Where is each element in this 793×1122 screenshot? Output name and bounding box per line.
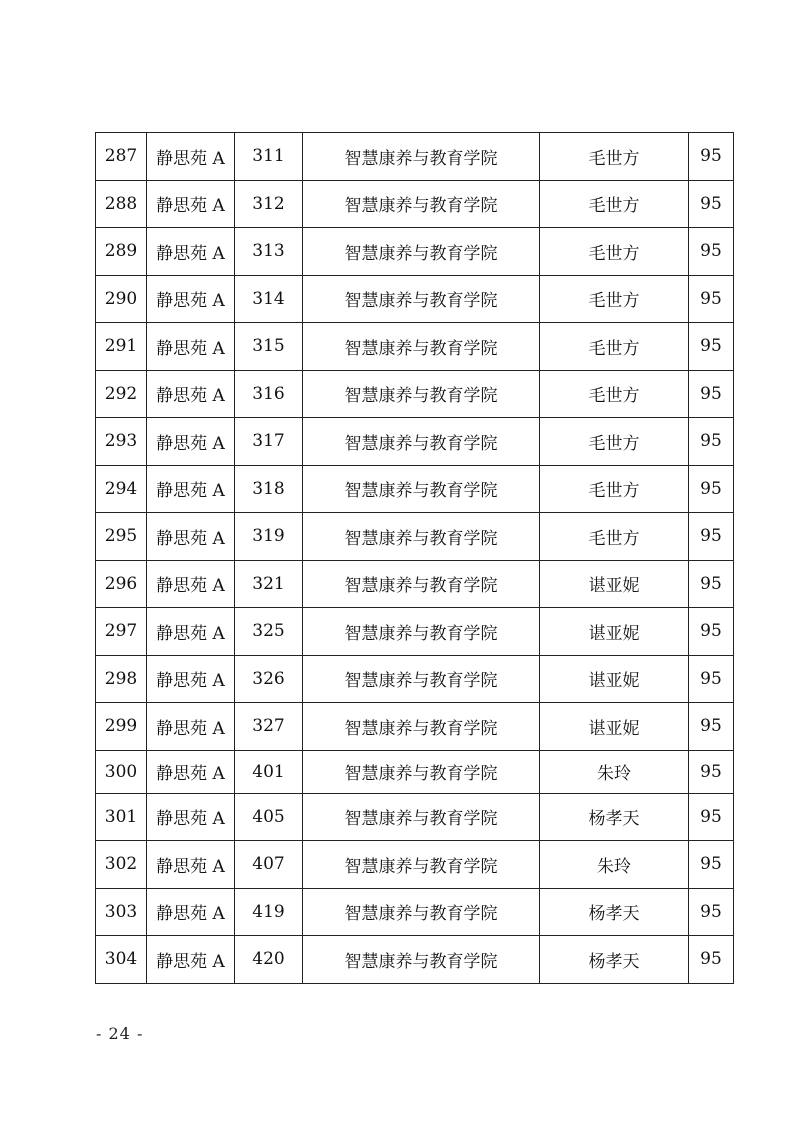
score-cell: 95	[689, 560, 734, 608]
room-cell: 419	[235, 888, 303, 936]
teacher-cell: 毛世方	[540, 465, 689, 513]
teacher-cell: 毛世方	[540, 180, 689, 228]
building-cell: 静思苑 A	[147, 275, 235, 323]
room-cell: 319	[235, 513, 303, 561]
table-row	[96, 133, 734, 181]
teacher-cell: 毛世方	[540, 418, 689, 466]
college-cell: 智慧康养与教育学院	[303, 370, 540, 418]
building-cell: 静思苑 A	[147, 513, 235, 561]
room-cell: 326	[235, 655, 303, 703]
room-cell: 315	[235, 323, 303, 371]
score-cell: 95	[689, 750, 734, 793]
building-cell: 静思苑 A	[147, 703, 235, 751]
row-number-cell: 300	[96, 750, 147, 793]
room-cell: 314	[235, 275, 303, 323]
college-cell: 智慧康养与教育学院	[303, 180, 540, 228]
teacher-cell: 谌亚妮	[540, 560, 689, 608]
building-cell: 静思苑 A	[147, 655, 235, 703]
row-number-cell: 294	[96, 465, 147, 513]
room-cell: 420	[235, 936, 303, 984]
row-number-cell: 297	[96, 608, 147, 656]
building-cell: 静思苑 A	[147, 323, 235, 371]
college-cell: 智慧康养与教育学院	[303, 228, 540, 276]
college-cell: 智慧康养与教育学院	[303, 888, 540, 936]
room-cell: 401	[235, 750, 303, 793]
row-number-cell: 291	[96, 323, 147, 371]
table-row	[96, 608, 734, 656]
college-cell: 智慧康养与教育学院	[303, 323, 540, 371]
score-cell: 95	[689, 418, 734, 466]
room-cell: 312	[235, 180, 303, 228]
room-cell: 311	[235, 133, 303, 181]
teacher-cell: 谌亚妮	[540, 655, 689, 703]
table-row	[96, 560, 734, 608]
teacher-cell: 谌亚妮	[540, 608, 689, 656]
dormitory-score-table-container	[95, 132, 733, 984]
college-cell: 智慧康养与教育学院	[303, 560, 540, 608]
building-cell: 静思苑 A	[147, 133, 235, 181]
table-row	[96, 936, 734, 984]
building-cell: 静思苑 A	[147, 888, 235, 936]
row-number-cell: 295	[96, 513, 147, 561]
table-row	[96, 513, 734, 561]
building-cell: 静思苑 A	[147, 180, 235, 228]
college-cell: 智慧康养与教育学院	[303, 793, 540, 841]
score-cell: 95	[689, 793, 734, 841]
row-number-cell: 296	[96, 560, 147, 608]
score-cell: 95	[689, 370, 734, 418]
college-cell: 智慧康养与教育学院	[303, 841, 540, 889]
college-cell: 智慧康养与教育学院	[303, 513, 540, 561]
college-cell: 智慧康养与教育学院	[303, 465, 540, 513]
college-cell: 智慧康养与教育学院	[303, 936, 540, 984]
row-number-cell: 289	[96, 228, 147, 276]
teacher-cell: 朱玲	[540, 841, 689, 889]
table-row	[96, 228, 734, 276]
college-cell: 智慧康养与教育学院	[303, 418, 540, 466]
building-cell: 静思苑 A	[147, 465, 235, 513]
score-cell: 95	[689, 841, 734, 889]
score-cell: 95	[689, 180, 734, 228]
building-cell: 静思苑 A	[147, 370, 235, 418]
building-cell: 静思苑 A	[147, 560, 235, 608]
table-row	[96, 841, 734, 889]
college-cell: 智慧康养与教育学院	[303, 133, 540, 181]
room-cell: 327	[235, 703, 303, 751]
college-cell: 智慧康养与教育学院	[303, 703, 540, 751]
college-cell: 智慧康养与教育学院	[303, 275, 540, 323]
table-row	[96, 888, 734, 936]
room-cell: 313	[235, 228, 303, 276]
row-number-cell: 287	[96, 133, 147, 181]
college-cell: 智慧康养与教育学院	[303, 750, 540, 793]
dormitory-score-table	[95, 132, 734, 984]
score-cell: 95	[689, 323, 734, 371]
row-number-cell: 302	[96, 841, 147, 889]
row-number-cell: 293	[96, 418, 147, 466]
room-cell: 325	[235, 608, 303, 656]
room-cell: 317	[235, 418, 303, 466]
teacher-cell: 毛世方	[540, 513, 689, 561]
building-cell: 静思苑 A	[147, 793, 235, 841]
building-cell: 静思苑 A	[147, 608, 235, 656]
table-row	[96, 793, 734, 841]
table-row	[96, 370, 734, 418]
score-cell: 95	[689, 228, 734, 276]
room-cell: 405	[235, 793, 303, 841]
building-cell: 静思苑 A	[147, 418, 235, 466]
table-row	[96, 703, 734, 751]
college-cell: 智慧康养与教育学院	[303, 608, 540, 656]
score-cell: 95	[689, 133, 734, 181]
row-number-cell: 298	[96, 655, 147, 703]
row-number-cell: 292	[96, 370, 147, 418]
table-row	[96, 465, 734, 513]
room-cell: 316	[235, 370, 303, 418]
score-cell: 95	[689, 608, 734, 656]
teacher-cell: 毛世方	[540, 133, 689, 181]
teacher-cell: 毛世方	[540, 228, 689, 276]
score-cell: 95	[689, 275, 734, 323]
score-cell: 95	[689, 703, 734, 751]
building-cell: 静思苑 A	[147, 750, 235, 793]
score-cell: 95	[689, 888, 734, 936]
teacher-cell: 杨孝天	[540, 936, 689, 984]
table-row	[96, 323, 734, 371]
row-number-cell: 288	[96, 180, 147, 228]
row-number-cell: 303	[96, 888, 147, 936]
table-row	[96, 750, 734, 793]
building-cell: 静思苑 A	[147, 841, 235, 889]
building-cell: 静思苑 A	[147, 228, 235, 276]
teacher-cell: 杨孝天	[540, 793, 689, 841]
room-cell: 321	[235, 560, 303, 608]
row-number-cell: 299	[96, 703, 147, 751]
score-cell: 95	[689, 465, 734, 513]
table-row	[96, 655, 734, 703]
score-cell: 95	[689, 513, 734, 561]
table-row	[96, 418, 734, 466]
teacher-cell: 朱玲	[540, 750, 689, 793]
college-cell: 智慧康养与教育学院	[303, 655, 540, 703]
room-cell: 407	[235, 841, 303, 889]
row-number-cell: 290	[96, 275, 147, 323]
teacher-cell: 谌亚妮	[540, 703, 689, 751]
room-cell: 318	[235, 465, 303, 513]
table-row	[96, 180, 734, 228]
building-cell: 静思苑 A	[147, 936, 235, 984]
table-row	[96, 275, 734, 323]
score-cell: 95	[689, 655, 734, 703]
row-number-cell: 301	[96, 793, 147, 841]
teacher-cell: 毛世方	[540, 323, 689, 371]
teacher-cell: 毛世方	[540, 370, 689, 418]
row-number-cell: 304	[96, 936, 147, 984]
teacher-cell: 毛世方	[540, 275, 689, 323]
teacher-cell: 杨孝天	[540, 888, 689, 936]
score-cell: 95	[689, 936, 734, 984]
page-number: - 24 -	[96, 1024, 144, 1043]
